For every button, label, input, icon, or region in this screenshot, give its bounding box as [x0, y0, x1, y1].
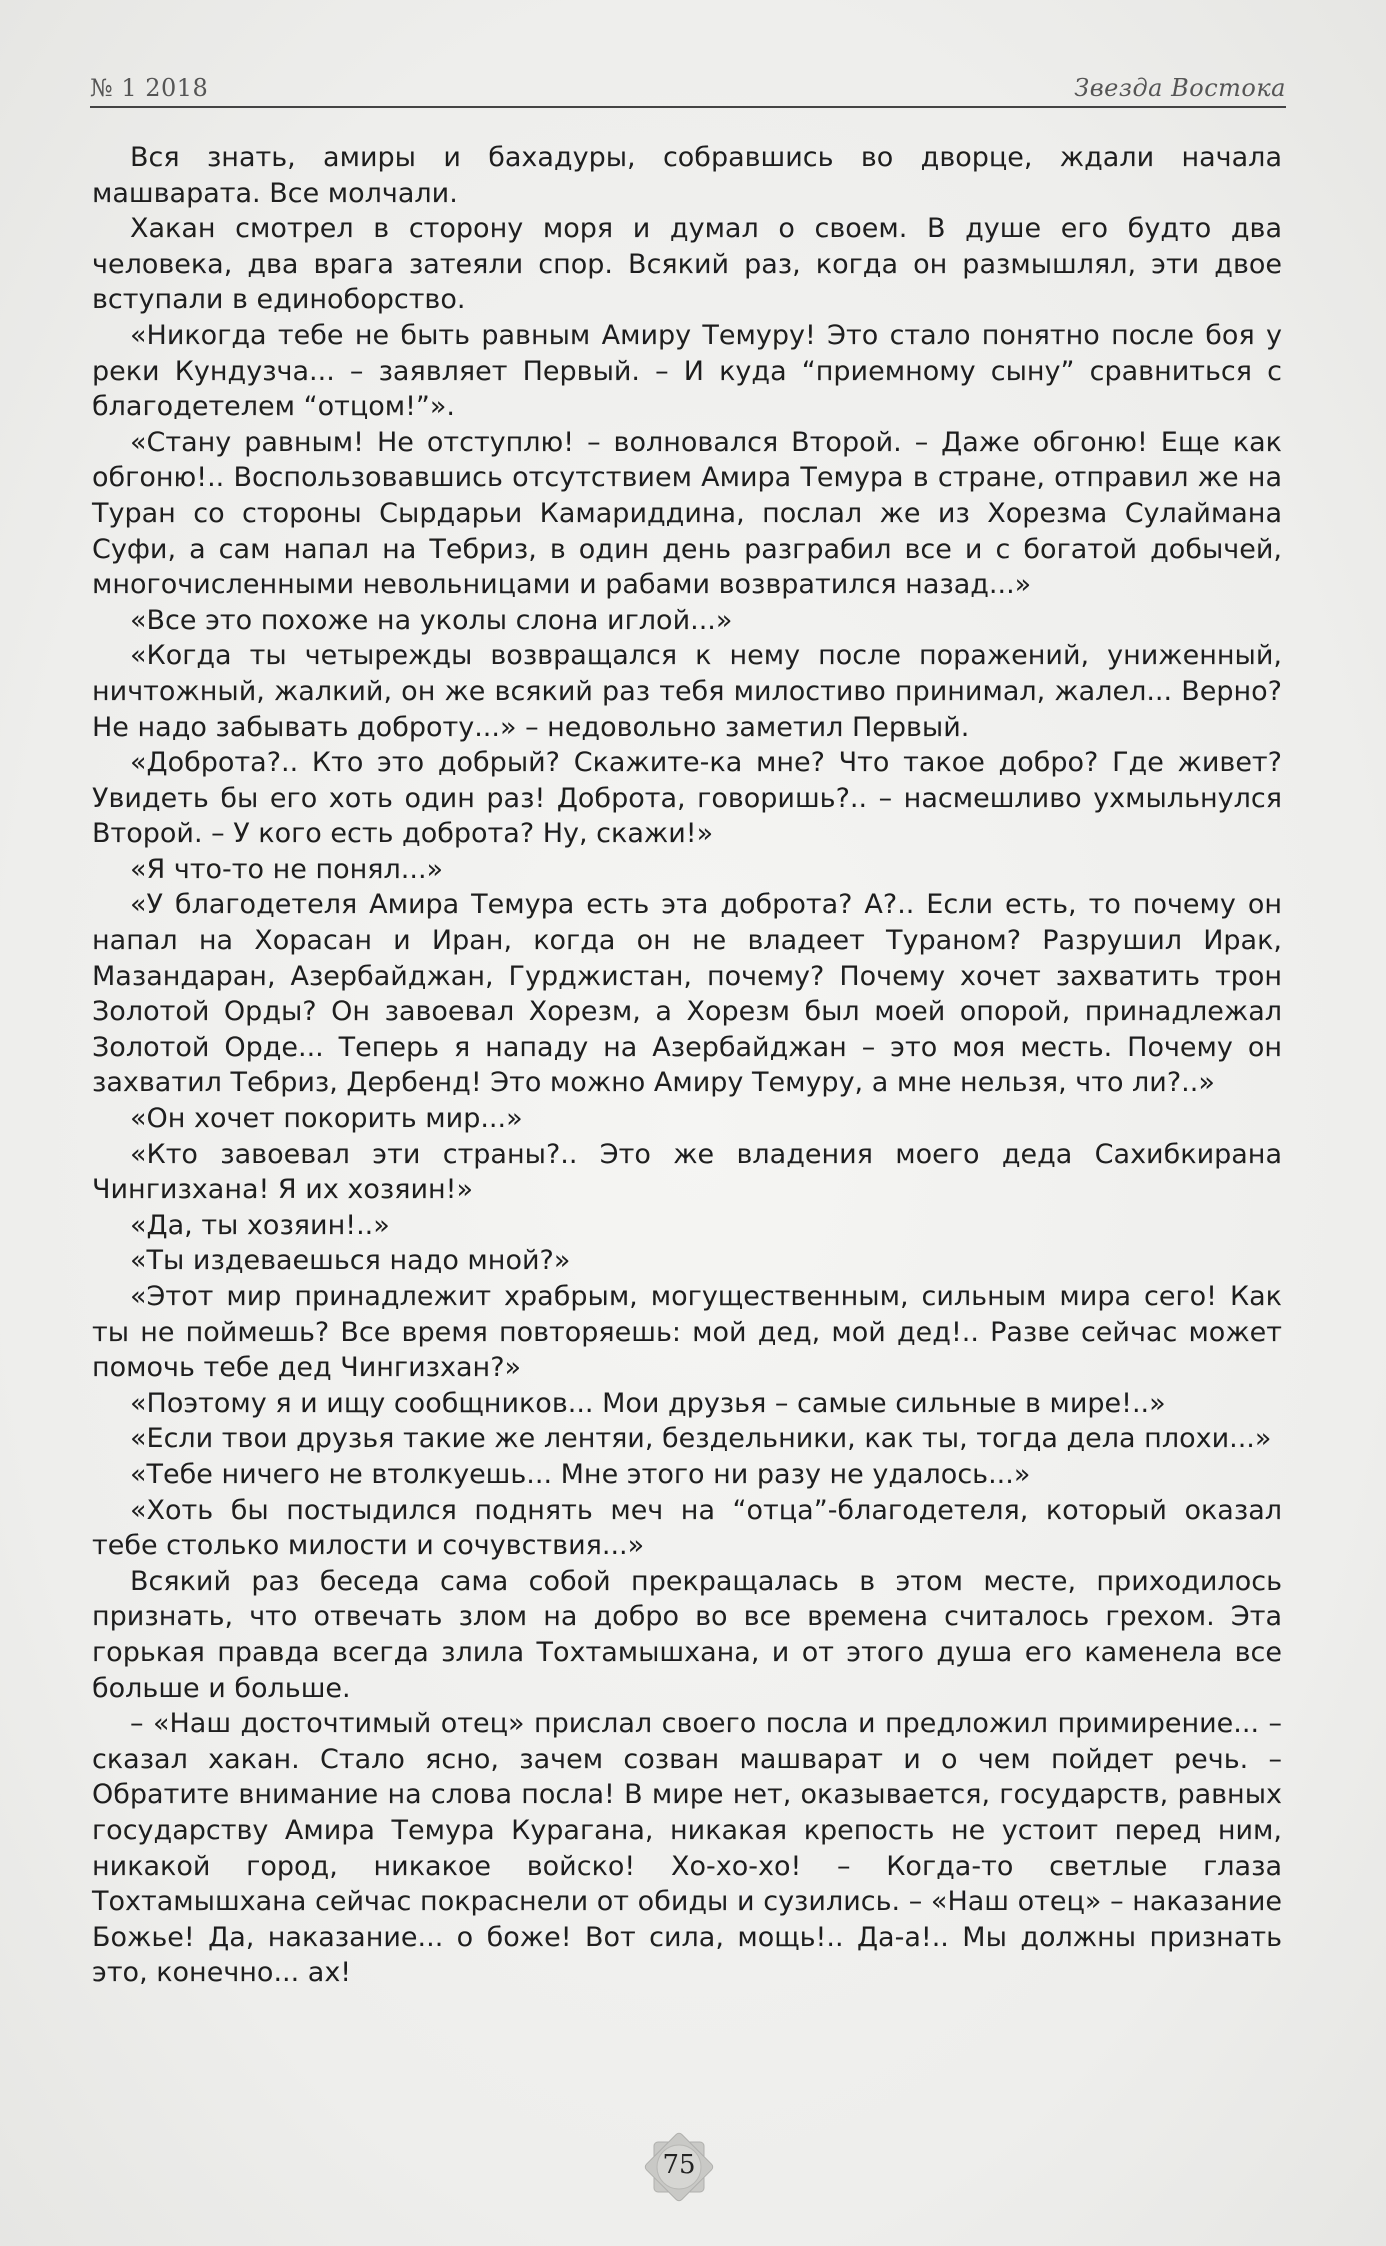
- running-header: [90, 68, 1286, 108]
- paragraph: – «Наш досточтимый отец» прислал своего посла и предложил примирение... – сказал хакан. Стало ясно, зачем созван машварат и о чем пойдет речь. – Обратите внимание на слова посла! В мире нет, оказывается, государств, равных государству Амира Темура Курагана, никакая крепость не устоит перед ним, никакой город, никакое войско! Хо-хо-хо! – Когда-то светлые глаза Тохтамышхана сейчас покраснели от обиды и сузились. – «Наш отец» – наказание Божье! Да, наказание... о боже! Вот сила, мощь!.. Да-а!.. Мы должны признать это, конечно... ах!: [92, 1708, 1282, 1989]
- issue-number: № 1 2018: [90, 74, 209, 102]
- paragraph: «Когда ты четырежды возвращался к нему после поражений, униженный, ничтожный, жалкий, он же всякий раз тебя милостиво принимал, жалел... Верно? Не надо забывать доброту...» – недовольно заметил Первый.: [92, 640, 1282, 743]
- header-rule: [90, 106, 1286, 108]
- paragraph: «Все это похоже на уколы слона иглой...»: [130, 604, 733, 636]
- paragraph: Вся знать, амиры и бахадуры, собравшись во дворце, ждали начала машварата. Все молчали.: [92, 142, 1282, 209]
- paragraph: «Ты издеваешься надо мной?»: [130, 1245, 571, 1277]
- paragraph: «Да, ты хозяин!..»: [130, 1209, 390, 1241]
- paragraph: «У благодетеля Амира Темура есть эта доброта? А?.. Если есть, то почему он напал на Хорасан и Иран, когда он не владеет Тураном? Разрушил Ирак, Мазандаран, Азербайджан, Гурджистан, почему? Почему хочет захватить трон Золотой Орды? Он завоевал Хорезм, а Хорезм был моей опорой, принадлежал Золотой Орде... Теперь я нападу на Азербайджан – это моя месть. Почему он захватил Тебриз, Дербенд! Это можно Амиру Темуру, а мне нельзя, что ли?..»: [92, 889, 1282, 1099]
- paragraph: Всякий раз беседа сама собой прекращалась в этом месте, приходилось признать, что отвечать злом на добро во все времена считалось грехом. Эта горькая правда всегда злила Тохтамышхана, и от этого душа его каменела все больше и больше.: [92, 1565, 1282, 1704]
- paragraph: «Кто завоевал эти страны?.. Это же владения моего деда Сахибкирана Чингизхана! Я их хозяин!»: [92, 1138, 1282, 1206]
- paragraph: «Хоть бы постыдился поднять меч на “отца”-благодетеля, который оказал тебе столько милости и сочувствия...»: [92, 1494, 1282, 1562]
- paragraph: «Тебе ничего не втолкуешь... Мне этого ни разу не удалось...»: [130, 1458, 1031, 1490]
- page-number: 75: [662, 2150, 696, 2180]
- paragraph: «Он хочет покорить мир...»: [130, 1103, 523, 1135]
- paragraph: «Если твои друзья такие же лентяи, бездельники, как ты, тогда дела плохи...»: [130, 1423, 1272, 1455]
- paragraph: «Никогда тебе не быть равным Амиру Темуру! Это стало понятно после боя у реки Кундузча... – заявляет Первый. – И куда “приемному сыну” сравниться с благодетелем “отцом!”».: [92, 319, 1282, 423]
- journal-title: Звезда Востока: [1074, 74, 1286, 102]
- page-number-badge: [640, 2128, 718, 2206]
- body-text: [92, 140, 1282, 1991]
- paragraph: «Стану равным! Не отступлю! – волновался Второй. – Даже обгоню! Еще как обгоню!.. Воспользовавшись отсутствием Амира Темура в стране, отправил же на Туран со стороны Сырдарьи Камариддина, послал же из Хорезма Сулаймана Суфи, а сам напал на Тебриз, в один день разграбил все и с богатой добычей, многочисленными невольницами и рабами возвратился назад...»: [92, 426, 1282, 601]
- paragraph: «Я что-то не понял...»: [130, 853, 444, 885]
- paragraph: Хакан смотрел в сторону моря и думал о своем. В душе его будто два человека, два врага затеяли спор. Всякий раз, когда он размышлял, эти двое вступали в единоборство.: [92, 213, 1282, 316]
- paragraph: «Доброта?.. Кто это добрый? Скажите-ка мне? Что такое добро? Где живет? Увидеть бы его хоть один раз! Доброта, говоришь?.. – насмешливо ухмыльнулся Второй. – У кого есть доброта? Ну, скажи!»: [92, 747, 1282, 850]
- paragraph: «Этот мир принадлежит храбрым, могущественным, сильным мира сего! Как ты не поймешь? Все время повторяешь: мой дед, мой дед!.. Разве сейчас может помочь тебе дед Чингизхан?»: [92, 1281, 1282, 1384]
- paragraph: «Поэтому я и ищу сообщников... Мои друзья – самые сильные в мире!..»: [130, 1387, 1166, 1419]
